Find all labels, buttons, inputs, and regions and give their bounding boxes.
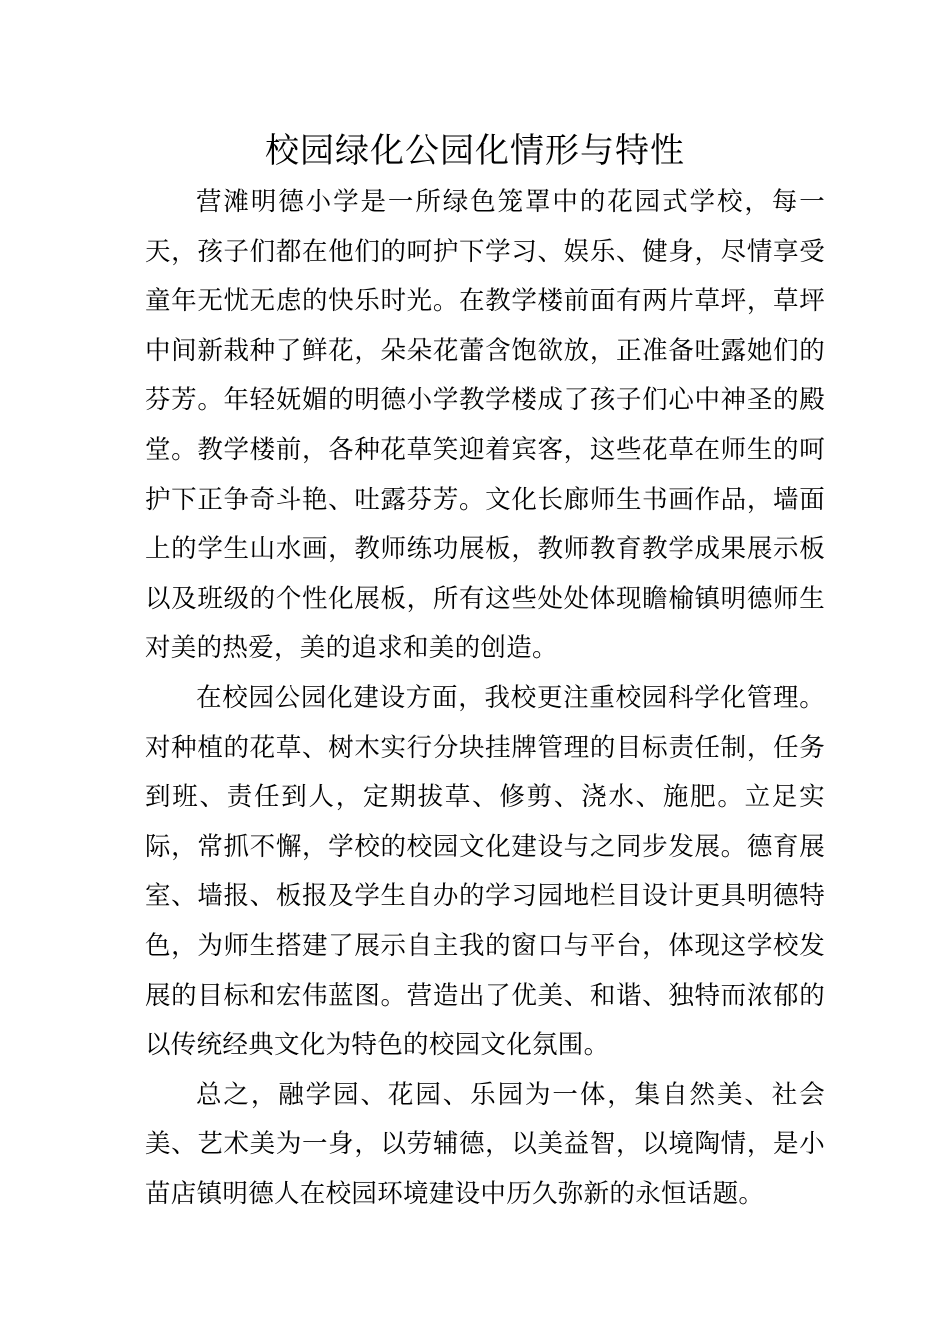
document-title: 校园绿化公园化情形与特性 [265,131,685,171]
paragraph-2: 在校园公园化建设方面，我校更注重校园科学化管理。对种植的花草、树木实行分块挂牌管理的目标责任制，任务到班、责任到人，定期拔草、修剪、浇水、施肥。立足实际，常抓不懈，学校的校园文化建设与之同步发展。德育展室、墙报、板报及学生自办的学习园地栏目设计更具明德特色，为师生搭建了展示自主我的窗口与平台，体现这学校发展的目标和宏伟蓝图。营造出了优美、和谐、独特而浓郁的以传统经典文化为特色的校园文化氛围。 [145,682,825,1061]
document-body [145,178,825,1219]
paragraph-1: 营滩明德小学是一所绿色笼罩中的花园式学校，每一天，孩子们都在他们的呵护下学习、娱乐、健身，尽情享受童年无忧无虑的快乐时光。在教学楼前面有两片草坪，草坪中间新栽种了鲜花，朵朵花蕾含饱欲放，正准备吐露她们的芬芳。年轻妩媚的明德小学教学楼成了孩子们心中神圣的殿堂。教学楼前，各种花草笑迎着宾客，这些花草在师生的呵护下正争奇斗艳、吐露芬芳。文化长廊师生书画作品，墙面上的学生山水画，教师练功展板，教师教育教学成果展示板以及班级的个性化展板，所有这些处处体现瞻榆镇明德师生对美的热爱，美的追求和美的创造。 [145,187,825,664]
paragraph-3: 总之，融学园、花园、乐园为一体，集自然美、社会美、艺术美为一身，以劳辅德，以美益智，以境陶情，是小苗店镇明德人在校园环境建设中历久弥新的永恒话题。 [145,1079,825,1209]
